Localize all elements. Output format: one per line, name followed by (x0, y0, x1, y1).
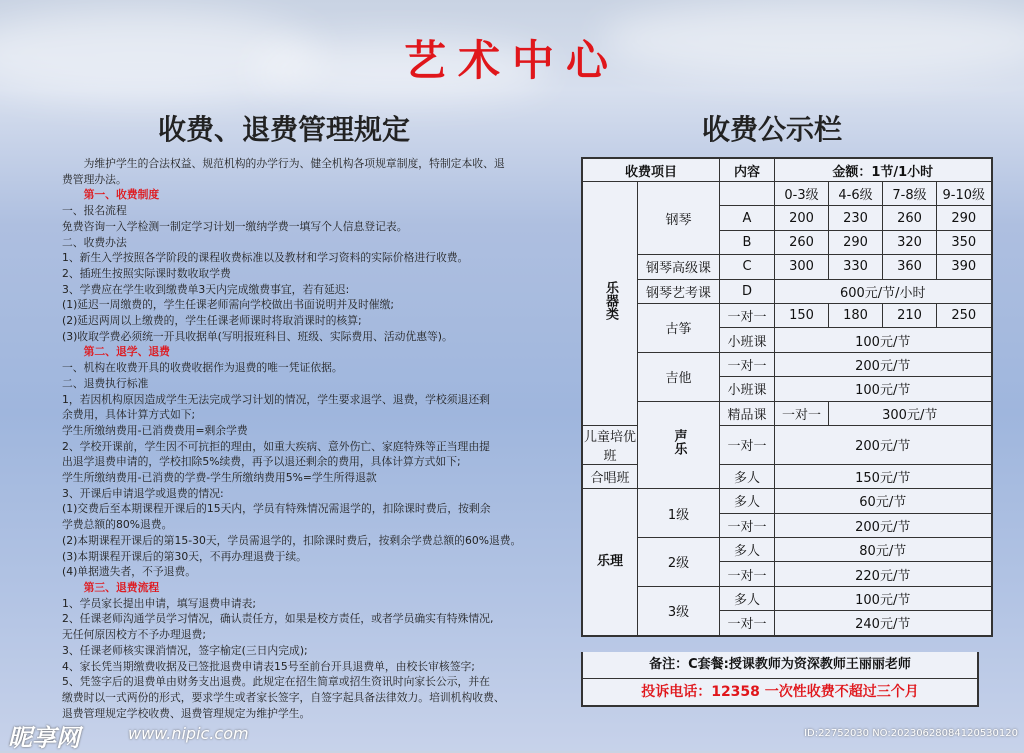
header-item: 收费项目 (582, 158, 720, 182)
fees-title: 收费公示栏 (702, 113, 843, 146)
price-cell: 200元/节 (775, 513, 992, 537)
watermark-url: www.nipic.com (128, 724, 249, 743)
price-cell: 260 (775, 230, 829, 254)
price-cell: 60元/节 (775, 489, 992, 513)
price-cell: 290 (937, 206, 992, 230)
price-cell: 100元/节 (775, 328, 992, 352)
price-cell: 240元/节 (775, 611, 992, 636)
header-content: 内容 (720, 158, 775, 182)
price-cell: 150 (775, 303, 829, 327)
content-cell: 一对一 (720, 303, 775, 327)
rules-line: 缴费时以一式两份的形式，要求学生或者家长签字，自签字起具备法律效力。培训机构收费、 (62, 690, 505, 704)
rules-section-heading: 第二、退学、退费 (83, 345, 170, 359)
rules-line: 一、报名流程 (62, 204, 127, 218)
content-cell: C (720, 255, 775, 279)
rules-line: 学费总额的80%退费。 (62, 518, 173, 532)
content-cell: 多人 (720, 538, 775, 562)
category-instrument (582, 182, 638, 426)
price-cell: 260 (883, 206, 937, 230)
rules-line: 出退学退费申请的，学校扣除5%续费，再予以退还剩余的费用，具体计算方式如下; (62, 455, 461, 469)
price-cell: 350 (937, 230, 992, 254)
category-vocal (638, 401, 720, 489)
rules-line: (1)交费后至本期课程开课后的15天内，学员有特殊情况需退学的，扣除课时费后，按剩余 (62, 502, 491, 516)
price-cell: 80元/节 (775, 538, 992, 562)
content-cell: 小班课 (720, 377, 775, 401)
price-cell: 210 (883, 303, 937, 327)
price-cell: 180 (829, 303, 883, 327)
rules-title: 收费、退费管理规定 (158, 113, 411, 146)
rules-line: 为维护学生的合法权益、规范机构的办学行为、健全机构各项规章制度，特制定本收、退 (83, 157, 505, 170)
item-vocal-fine: 精品课 (720, 401, 775, 425)
rules-line: 免费咨询一入学检测一制定学习计划一缴纳学费一填写个人信息登记表。 (62, 219, 408, 233)
rules-line: 学生所缴纳费用-已消费费用=剩余学费 (62, 423, 248, 437)
price-cell: 390 (937, 255, 992, 279)
rules-line: 1、学员家长提出申请，填写退费申请表; (62, 596, 257, 610)
level-header: 7-8级 (883, 182, 937, 206)
level-header: 9-10级 (937, 182, 992, 206)
rules-line: 退费管理规定学校收费、退费管理规定为维护学生。 (62, 706, 311, 720)
category-label: 乐器类 (603, 280, 618, 320)
price-cell: 250 (937, 303, 992, 327)
rules-section-heading: 第三、退费流程 (83, 580, 160, 594)
rules-line: 1、新生入学按照各学阶段的课程收费标准以及教材和学习资料的实际价格进行收费。 (62, 251, 469, 265)
rules-line: (4)单据遗失者，不予退费。 (62, 565, 197, 579)
price-cell: 600元/节/小时 (775, 279, 992, 303)
price-cell: 100元/节 (775, 377, 992, 401)
price-cell: 200元/节 (775, 352, 992, 376)
content-cell: 一对一 (720, 352, 775, 376)
category-theory: 乐理 (582, 489, 638, 636)
price-cell: 360 (883, 255, 937, 279)
rules-line: 余费用，具体计算方式如下; (62, 408, 196, 422)
price-cell: 290 (829, 230, 883, 254)
rules-line: 2、任课老师沟通学员学习情况，确认责任方，如果是校方责任，或者学员确实有特殊情况, (62, 612, 494, 626)
price-cell: 320 (883, 230, 937, 254)
rules-line: 5、凭签字后的退费单由财务支出退费。此规定在招生简章或招生资讯时向家长公示，并在 (62, 675, 490, 689)
rules-line: (2)本期课程开课后的第15-30天，学员需退学的，扣除课时费后，按剩余学费总额的60%退费。 (62, 533, 522, 547)
item-piano-advanced: 钢琴高级课 (638, 255, 720, 279)
page-title: 艺术中心 (403, 36, 620, 85)
level-header: 4-6级 (829, 182, 883, 206)
content-cell: 一对一 (720, 562, 775, 586)
item-level-2: 2级 (638, 538, 720, 587)
content-cell: D (720, 279, 775, 303)
complaint-hotline: 投诉电话：12358 一次性收费不超过三个月 (581, 678, 979, 707)
rules-line: 4、家长凭当期缴费收据及已签批退费申请表15号至前台开具退费单，由校长审核签字; (62, 659, 475, 673)
watermark-logo: 昵享网 (8, 724, 80, 752)
rules-line: (3)本期课程开课后的第30天，不再办理退费于续。 (62, 549, 307, 563)
item-guzheng: 古筝 (638, 303, 720, 352)
rules-section-heading: 第一、收费制度 (83, 188, 160, 202)
item-piano-exam: 钢琴艺考课 (638, 279, 720, 303)
remark: 备注：C套餐:授课教师为资深教师王丽丽老师 (581, 652, 979, 680)
level-header: 0-3级 (775, 182, 829, 206)
rules-line: 3、开课后申请退学或退费的情况: (62, 486, 224, 500)
item-piano: 钢琴 (638, 182, 720, 255)
rules-line: 学生所缴纳费用-已消费的学费-学生所缴纳费用5%=学生所得退款 (62, 471, 377, 485)
item-level-3: 3级 (638, 586, 720, 635)
rules-line: (2)延迟两周以上缴费的，学生任课老师课时将取消课时的核算; (62, 314, 362, 328)
price-cell: 150元/节 (775, 464, 992, 488)
rules-body (62, 156, 544, 721)
content-cell: 一对一 (720, 611, 775, 636)
content-cell: 小班课 (720, 328, 775, 352)
watermark-id: ID:22752030 NO:20230628084120530120 (804, 728, 1018, 739)
rules-line: 费管理办法。 (62, 172, 127, 186)
rules-line: (3)收取学费必须统一开具收据单(写明报班科目、班级、实际费用、活动优惠等)。 (62, 329, 453, 343)
item-vocal-kids: 儿童培优班 (582, 425, 638, 464)
content-cell: 一对一 (775, 401, 829, 425)
price-cell: 200 (775, 206, 829, 230)
content-cell: 一对一 (720, 425, 775, 464)
rules-line: 3、任课老师核实课消情况，签字榆定(三日内完成); (62, 643, 308, 657)
price-cell: 230 (829, 206, 883, 230)
content-cell: 多人 (720, 489, 775, 513)
price-cell: 300元/节 (829, 401, 992, 425)
rules-line: 2、学校开课前，学生因不可抗拒的理由，如重大疾病、意外伤亡、家庭特殊等正当理由提 (62, 439, 490, 453)
content-cell: 一对一 (720, 513, 775, 537)
item-level-1: 1级 (638, 489, 720, 538)
content-cell: 多人 (720, 464, 775, 488)
price-cell: 220元/节 (775, 562, 992, 586)
price-cell: 100元/节 (775, 586, 992, 610)
price-cell: 300 (775, 255, 829, 279)
content-cell: A (720, 206, 775, 230)
rules-line: 二、退费执行标准 (62, 376, 149, 390)
rules-line: 无任何原因校方不予办理退费; (62, 628, 206, 642)
rules-line: 3、学费应在学生收到缴费单3天内完成缴费事宜，若有延迟: (62, 282, 350, 296)
category-label: 声乐 (671, 428, 687, 455)
content-cell: 多人 (720, 586, 775, 610)
header-amount: 金额：1节/1小时 (775, 158, 992, 182)
fee-table (581, 157, 993, 637)
rules-line: (1)延迟一周缴费的，学生任课老师需向学校做出书面说明并及时催缴; (62, 298, 395, 312)
content-cell: B (720, 230, 775, 254)
rules-line: 一、机构在收费开具的收费收据作为退费的唯一凭证依据。 (62, 361, 343, 375)
rules-line: 2、插班生按照实际课时数收取学费 (62, 266, 231, 280)
price-cell: 330 (829, 255, 883, 279)
rules-line: 1，若因机构原因造成学生无法完成学习计划的情况，学生要求退学、退费，学校须退还剩 (62, 392, 490, 406)
item-vocal-choir: 合唱班 (582, 464, 638, 488)
rules-line: 二、收费办法 (62, 235, 127, 249)
price-cell: 200元/节 (775, 425, 992, 464)
item-guitar: 吉他 (638, 352, 720, 401)
